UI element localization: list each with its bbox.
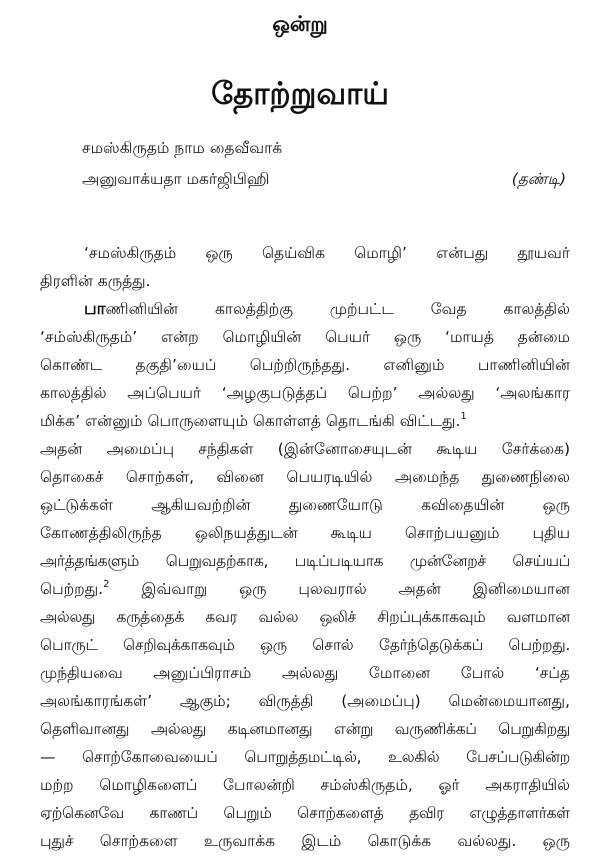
paragraph-2-line: அலங்காரங்கள்’ ஆகும்; விருத்தி (அமைப்பு) மென்மையானது, — [40, 692, 570, 710]
paragraph-2-line: அல்லது கருத்தைக் கவர வல்ல ஒலிச் சிறப்புக்காகவும் வளமான — [40, 608, 570, 626]
paragraph-1-line: ‘சமஸ்கிருதம் ஒரு தெய்விக மொழி’ என்பது தூயவர் — [84, 244, 570, 262]
paragraph-2-line: கொண்ட தகுதி’யைப் பெற்றிருந்தது. எனினும் பாணினியின் — [40, 356, 570, 374]
paragraph-2-line: கோணத்திலிருந்த ஒலிநயத்துடன் கூடிய சொற்பயனும் புதிய — [40, 524, 570, 542]
epigraph-line-1: சமஸ்கிருதம் நாம தைவீவாக் — [82, 139, 283, 157]
paragraph-2-line: ஒட்டுக்கள் ஆகியவற்றின் துணையோடு கவிதையின் ஒரு — [40, 496, 570, 514]
footnote-ref-1[interactable]: 1 — [460, 411, 467, 422]
paragraph-2-line: மிக்க’ என்னும் பொருளையும் கொள்ளத் தொடங்கி விட்டது.$^1$ — [40, 411, 467, 430]
epigraph-line-2: அனுவாக்யதா மகர்ஜிபிஹி — [82, 170, 270, 188]
paragraph-2-line: அர்த்தங்களும் பெறுவதற்காக, படிப்படியாக முன்னேறச் செய்யப் — [40, 552, 570, 570]
paragraph-2-line: பெற்றது.$^2$ இவ்வாறு ஒரு புலவரால் அதன் இனிமையான — [40, 579, 570, 598]
paragraph-2-line: தொகைச் சொற்கள், வினை பெயரடியில் அமைந்த துணைநிலை — [40, 468, 570, 486]
chapter-number: ஒன்று — [272, 12, 328, 36]
drop-cap: பா — [84, 299, 106, 319]
paragraph-2-line: முந்தியவை அனுப்பிராசம் அல்லது மோனை போல் ‘சப்த — [40, 664, 570, 682]
chapter-title: தோற்றுவாய் — [211, 76, 389, 112]
paragraph-2-line: பொருட் செறிவுக்காகவும் ஒரு சொல் தேர்ந்தெடுக்கப் பெற்றது. — [40, 636, 570, 654]
paragraph-2-line: காலத்தில் அப்பெயர் ‘அழகுபடுத்தப் பெற்ற’ அல்லது ‘அலங்கார — [40, 384, 570, 402]
paragraph-2-line: தெளிவானது அல்லது கடினமானது என்று வருணிக்கப் பெறுகிறது — [40, 720, 570, 738]
paragraph-2-line: புதுச் சொற்களை உருவாக்க இடம் கொடுக்க வல்லது. ஒரு — [40, 832, 570, 850]
paragraph-1-line: திரளின் கருத்து. — [40, 272, 151, 290]
footnote-ref-2[interactable]: 2 — [103, 579, 110, 590]
paragraph-2-line: — சொற்கோவையைப் பொறுத்தமட்டில், உலகில் பேசப்படுகின்ற — [40, 748, 570, 766]
paragraph-2-line: மற்ற மொழிகளைப் போலன்றி சம்ஸ்கிருதம், ஓர் அகராதியில் — [40, 776, 570, 794]
paragraph-2-line: ஏற்கெனவே காணப் பெறும் சொற்களைத் தவிர எழுத்தாளர்கள் — [40, 804, 570, 822]
paragraph-2-line: பாணினியின் காலத்திற்கு முற்பட்ட வேத காலத்தில் — [84, 299, 570, 319]
paragraph-2-line: அதன் அமைப்பு சந்திகள் (இன்னோசையுடன் கூடிய சேர்க்கை) — [40, 440, 570, 458]
paragraph-2-line: ‘சம்ஸ்கிருதம்’ என்ற மொழியின் பெயர் ஒரு ‘மாயத் தன்மை — [40, 328, 570, 346]
epigraph-source: (தண்டி) — [511, 170, 566, 188]
